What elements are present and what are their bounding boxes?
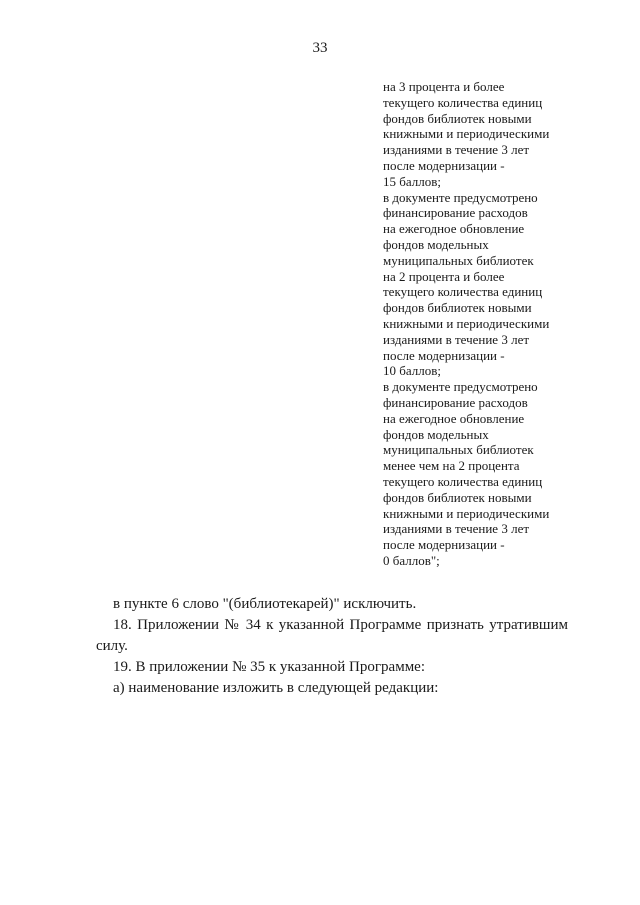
text-line: книжными и периодическими (383, 315, 550, 331)
text-line: на 2 процента и более (383, 268, 505, 284)
text-line: изданиями в течение 3 лет (383, 521, 530, 537)
text-line: менее чем на 2 процента (383, 458, 520, 474)
text-line: фондов библиотек новыми (383, 489, 532, 505)
text-line: текущего количества единиц (383, 284, 543, 300)
text-line: книжными и периодическими (383, 126, 550, 142)
text-line: фондов модельных (383, 426, 489, 442)
body-text (96, 594, 568, 699)
text-line: фондов библиотек новыми (383, 110, 532, 126)
text-line: финансирование расходов (383, 394, 528, 410)
text-line: книжными и периодическими (383, 505, 550, 521)
text-line: фондов модельных (383, 236, 489, 252)
text-line: в документе предусмотрено (383, 379, 538, 395)
paragraph-item-18: 18. Приложении № 34 к указанной Программе признать утратившим силу. (96, 617, 568, 654)
text-line: на ежегодное обновление (383, 410, 525, 426)
text-line: изданиями в течение 3 лет (383, 331, 530, 347)
text-line: 10 баллов; (383, 363, 441, 379)
text-line: текущего количества единиц (383, 94, 543, 110)
table-cell-text (383, 79, 623, 569)
paragraph-item-6: в пункте 6 слово "(библиотекарей)" исключить. (113, 596, 417, 612)
text-line: после модернизации - (383, 537, 505, 553)
text-line: на ежегодное обновление (383, 221, 525, 237)
text-line: после модернизации - (383, 347, 505, 363)
text-line: финансирование расходов (383, 205, 528, 221)
text-line: муниципальных библиотек (383, 442, 534, 458)
text-line: текущего количества единиц (383, 473, 543, 489)
text-line: после модернизации - (383, 157, 505, 173)
text-line: фондов библиотек новыми (383, 300, 532, 316)
paragraph-item-19: 19. В приложении № 35 к указанной Программе: (113, 659, 426, 675)
text-line: изданиями в течение 3 лет (383, 142, 530, 158)
text-line: в документе предусмотрено (383, 189, 538, 205)
page-number: 33 (312, 40, 328, 56)
paragraph-subitem-a: а) наименование изложить в следующей редакции: (113, 680, 439, 696)
text-line: 0 баллов"; (383, 552, 440, 568)
text-line: на 3 процента и более (383, 79, 505, 94)
text-line: 15 баллов; (383, 173, 441, 189)
text-line: муниципальных библиотек (383, 252, 534, 268)
